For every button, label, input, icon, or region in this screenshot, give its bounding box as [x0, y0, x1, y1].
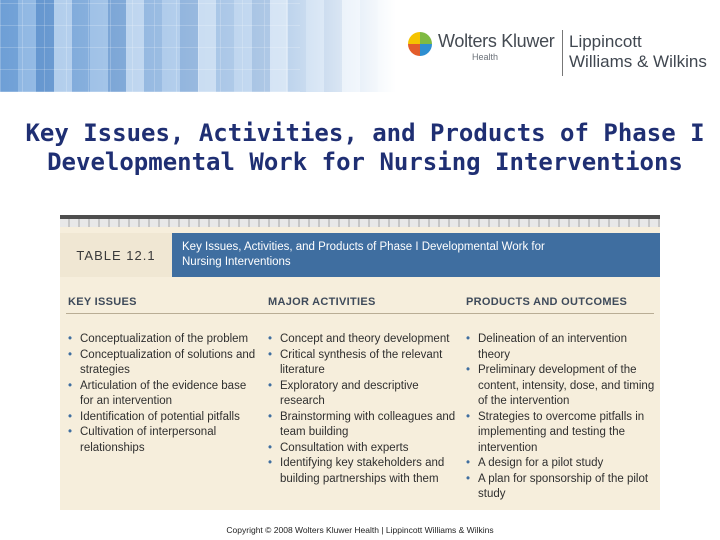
- publisher-name: Wolters Kluwer: [438, 31, 555, 51]
- list-item: • Identifying key stakeholders and building partnerships with them: [268, 456, 462, 487]
- list-item: • Brainstorming with colleagues and team building: [268, 410, 462, 441]
- table-top-stripe: [60, 219, 660, 227]
- table-caption: Key Issues, Activities, and Products of Phase I Developmental Work for Nursing Interventions: [182, 241, 545, 268]
- header-tile-pattern: [0, 0, 300, 92]
- products-outcomes-list: [466, 332, 656, 503]
- column-header-products-outcomes: PRODUCTS AND OUTCOMES: [466, 296, 628, 308]
- slide-title: Key Issues, Activities, and Products of Phase I Developmental Work for Nursing Interventions: [25, 119, 705, 176]
- list-item: • Strategies to overcome pitfalls in implementing and testing the intervention: [466, 410, 656, 457]
- major-activities-list: [268, 332, 462, 487]
- column-header-major-activities: MAJOR ACTIVITIES: [268, 296, 376, 308]
- column-header-key-issues: KEY ISSUES: [68, 296, 137, 308]
- list-item: • A design for a pilot study: [466, 456, 656, 472]
- list-item: • Exploratory and descriptive research: [268, 379, 462, 410]
- imprint-line-1: Lippincott: [569, 32, 642, 51]
- logo-divider: [562, 30, 563, 76]
- list-item: • Consultation with experts: [268, 441, 462, 457]
- lww-logo: [569, 32, 707, 72]
- list-item: • A plan for sponsorship of the pilot study: [466, 472, 656, 503]
- table-label: TABLE 12.1: [60, 233, 172, 277]
- list-item: • Conceptualization of the problem: [68, 332, 260, 348]
- column-header-rule: [66, 313, 654, 314]
- list-item: • Articulation of the evidence base for an intervention: [68, 379, 260, 410]
- copyright-footer: Copyright © 2008 Wolters Kluwer Health | Lippincott Williams & Wilkins: [226, 525, 494, 535]
- wolters-kluwer-mark-icon: [408, 32, 432, 56]
- publisher-division: Health: [472, 52, 499, 62]
- list-item: • Conceptualization of solutions and strategies: [68, 348, 260, 379]
- list-item: • Critical synthesis of the relevant literature: [268, 348, 462, 379]
- list-item: • Cultivation of interpersonal relationships: [68, 425, 260, 456]
- list-item: • Identification of potential pitfalls: [68, 410, 260, 426]
- list-item: • Concept and theory development: [268, 332, 462, 348]
- wolters-kluwer-logo: [408, 30, 555, 70]
- key-issues-list: [68, 332, 260, 456]
- list-item: • Delineation of an intervention theory: [466, 332, 656, 363]
- table-header-bar: [60, 233, 660, 277]
- imprint-line-2: Williams & Wilkins: [569, 52, 707, 71]
- table-figure: [60, 215, 660, 510]
- list-item: • Preliminary development of the content, intensity, dose, and timing of the intervention: [466, 363, 656, 410]
